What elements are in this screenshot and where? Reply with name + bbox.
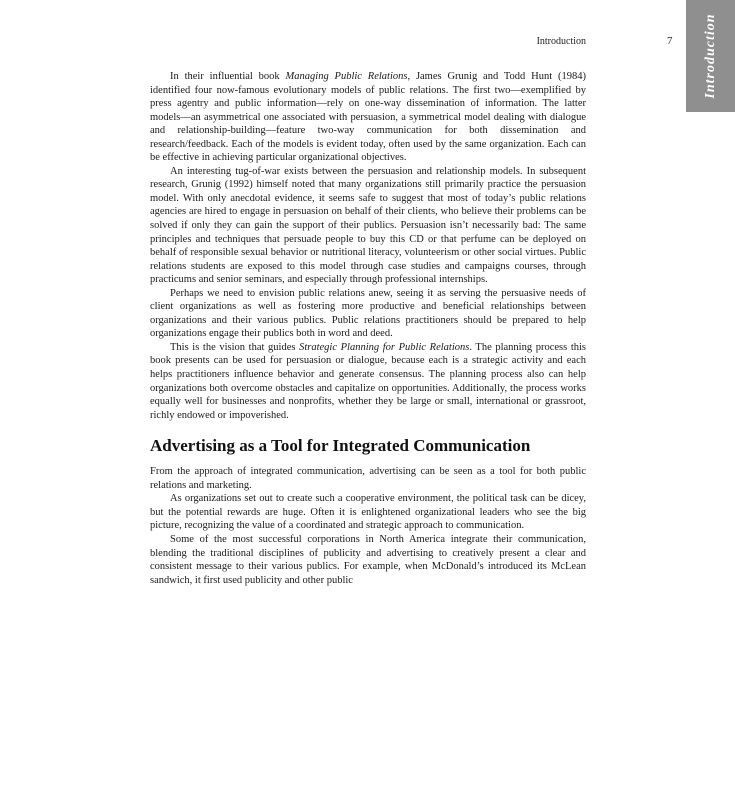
- page-number: 7: [667, 35, 673, 47]
- paragraph-4-rest: . The planning process this book presents can be used for persuasion or dialogue, because each is a strategic activity and each helps practitioners influence behavior and generate consensus. The planning process also can help organizations both overcome obstacles and capitalize on opportunities. Additionally, the process works equally well for businesses and nonprofits, whether they be large or small, international or grassroot, richly endowed or impoverished.: [150, 341, 587, 421]
- paragraph-7: Some of the most successful corporations in North America integrate their communication, blending the traditional disciplines of publicity and advertising to creatively present a clear and consistent message to their various publics. For example, when McDonald’s introduced its McLean sandwich, it first used publicity and other public: [150, 533, 586, 586]
- paragraph-1-rest: , James Grunig and Todd Hunt (1984) identified four now-famous evolutionary models of public relations. The first two—exemplified by press agentry and public information—rely on one-way dissemination of information. The latter models—an asymmetrical one associated with persuasion, a symmetrical model dealing with dialogue and relationship-building—feature two-way communication for both dissemination and research/feedback. Each of the models is evident today, often used by the same organization. Each can be effective in achieving particular organizational objectives.: [150, 71, 586, 164]
- paragraph-3: Perhaps we need to envision public relations anew, seeing it as serving the persuasive needs of client organizations as well as fostering more productive and beneficial relationships between organizations and their various publics. Public relations practitioners should be prepared to help organizations engage their publics both in word and deed.: [150, 287, 586, 340]
- section-heading: Advertising as a Tool for Integrated Communication: [150, 436, 531, 456]
- paragraph-6: As organizations set out to create such a cooperative environment, the political task can be dicey, but the potential rewards are huge. Often it is enlightened organizational leaders who see the big picture, recognizing the value of a coordinated and strategic approach to communication.: [150, 493, 586, 532]
- paragraph-5: From the approach of integrated communication, advertising can be seen as a tool for both public relations and marketing.: [150, 466, 586, 491]
- book-title-strategic-planning: Strategic Planning for Public Relations: [299, 341, 470, 353]
- paragraph-1: [150, 70, 586, 165]
- paragraph-4: [150, 341, 586, 422]
- running-head: Introduction: [536, 36, 586, 47]
- paragraph-1-lead: In their influential book: [170, 71, 286, 82]
- book-title-managing-public-relations: Managing Public Relations: [285, 71, 408, 82]
- thumb-tab-label: Introduction: [702, 13, 718, 99]
- paragraph-4-lead: This is the vision that guides: [170, 341, 300, 353]
- body-text: [150, 70, 586, 587]
- paragraph-2: An interesting tug-of-war exists between the persuasion and relationship models. In subsequent research, Grunig (1992) himself noted that many organizations still primarily practice the persuasion model. With only anecdotal evidence, it seems safe to suggest that most of today’s public relations agencies are hired to engage in persuasion on behalf of their clients, who believe their problems can be solved if only they can gain the support of their publics. Persuasion isn’t necessarily bad: The same principles and techniques that persuade people to buy this CD or that perfume can be deployed on behalf of responsible sexual behavior or nutritional literacy, volunteerism or other social virtues. Public relations students are exposed to this model through case studies and campaigns courses, through practicums and senior seminars, and especially through professional internships.: [150, 165, 586, 286]
- chapter-thumb-tab: [686, 0, 735, 112]
